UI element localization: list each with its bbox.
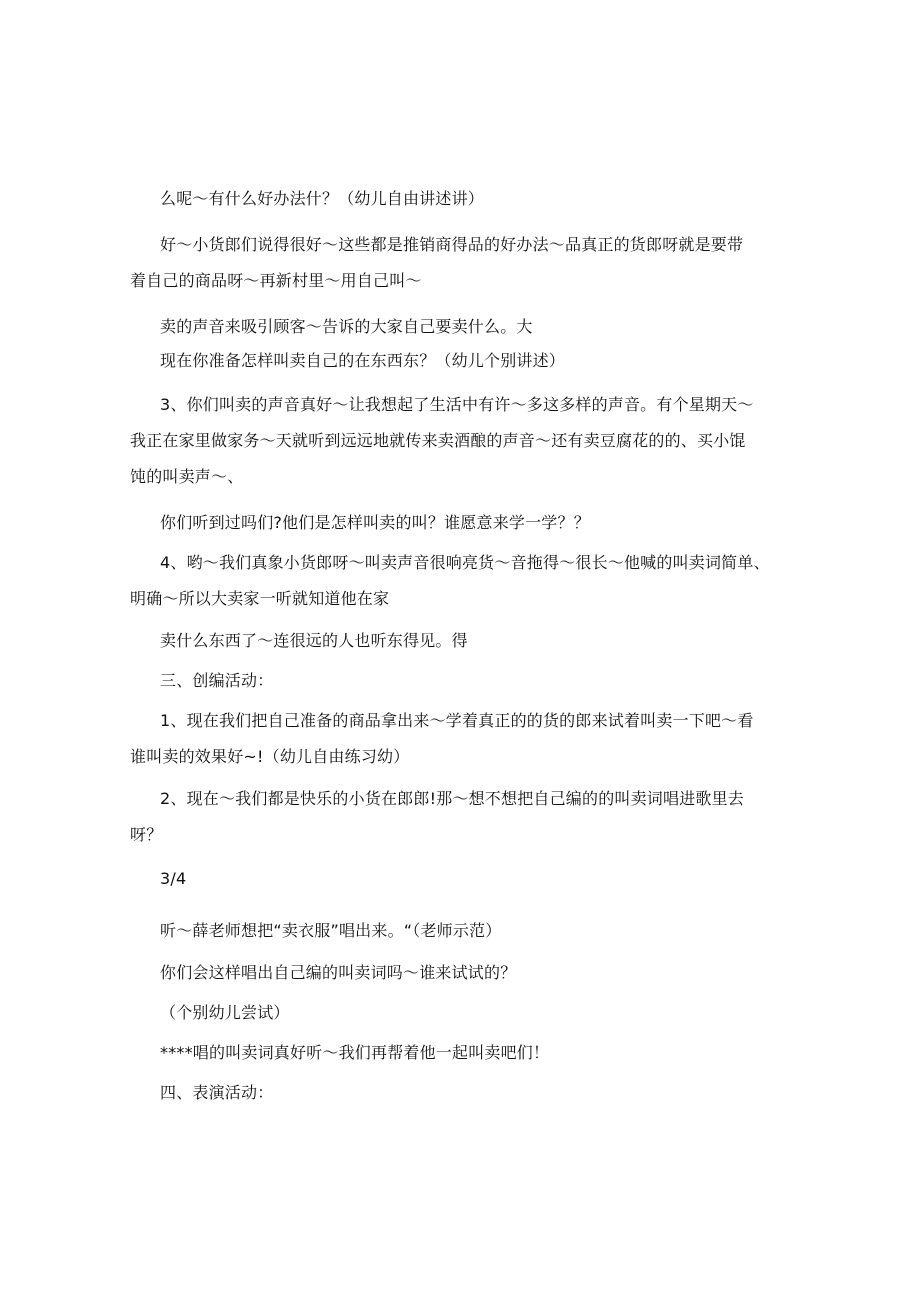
paragraph-line: 3、你们叫卖的声音真好～让我想起了生活中有许～多这多样的声音。有个星期天～ bbox=[160, 395, 754, 414]
paragraph-line: 我正在家里做家务～天就听到远远地就传来卖酒酿的声音～还有卖豆腐花的的、买小馄 bbox=[130, 431, 746, 450]
page-number: 3/4 bbox=[160, 869, 187, 888]
paragraph-line: ****唱的叫卖词真好听～我们再帮着他一起叫卖吧们！ bbox=[160, 1043, 550, 1062]
paragraph-line: 好～小货郎们说得很好～这些都是推销商得品的好办法～品真正的货郎呀就是要带 bbox=[160, 235, 744, 254]
paragraph-line: 2、现在～我们都是快乐的小货在郎郎!那～想不想把自己编的的叫卖词唱进歌里去 bbox=[160, 789, 744, 808]
paragraph-line: 饨的叫卖声～、 bbox=[130, 467, 244, 486]
paragraph-line: 卖什么东西了～连很远的人也听东得见。得 bbox=[160, 631, 468, 650]
paragraph-line: 4、哟～我们真象小货郎呀～叫卖声音很响亮货～音拖得～很长～他喊的叫卖词简单、 bbox=[160, 553, 770, 572]
paragraph-line: 谁叫卖的效果好~!（幼儿自由练习幼） bbox=[130, 747, 410, 766]
paragraph-line: 你们会这样唱出自己编的叫卖词吗～谁来试试的？ bbox=[160, 963, 517, 982]
paragraph-line: 么呢～有什么好办法什？（幼儿自由讲述讲） bbox=[160, 189, 485, 208]
paragraph-line: 听～薛老师想把“卖衣服”唱出来。“（老师示范） bbox=[160, 921, 502, 940]
paragraph-line: 现在你准备怎样叫卖自己的在东西东？（幼儿个别讲述） bbox=[160, 351, 566, 370]
paragraph-line: 1、现在我们把自己准备的商品拿出来～学着真正的的货的郎来试着叫卖一下吧～看 bbox=[160, 711, 754, 730]
paragraph-line: 呀？ bbox=[130, 825, 163, 844]
paragraph-line: （个别幼儿尝试） bbox=[160, 1003, 290, 1022]
paragraph-line: 着自己的商品呀～再新村里～用自己叫～ bbox=[130, 271, 422, 290]
section-heading: 四、表演活动： bbox=[160, 1083, 274, 1102]
section-heading: 三、创编活动： bbox=[160, 671, 274, 690]
paragraph-line: 明确～所以大卖家一听就知道他在家 bbox=[130, 589, 390, 608]
paragraph-line: 卖的声音来吸引顾客～告诉的大家自己要卖什么。大 bbox=[160, 317, 533, 336]
paragraph-line: 你们听到过吗们?他们是怎样叫卖的叫？谁愿意来学一学？？ bbox=[160, 513, 590, 532]
